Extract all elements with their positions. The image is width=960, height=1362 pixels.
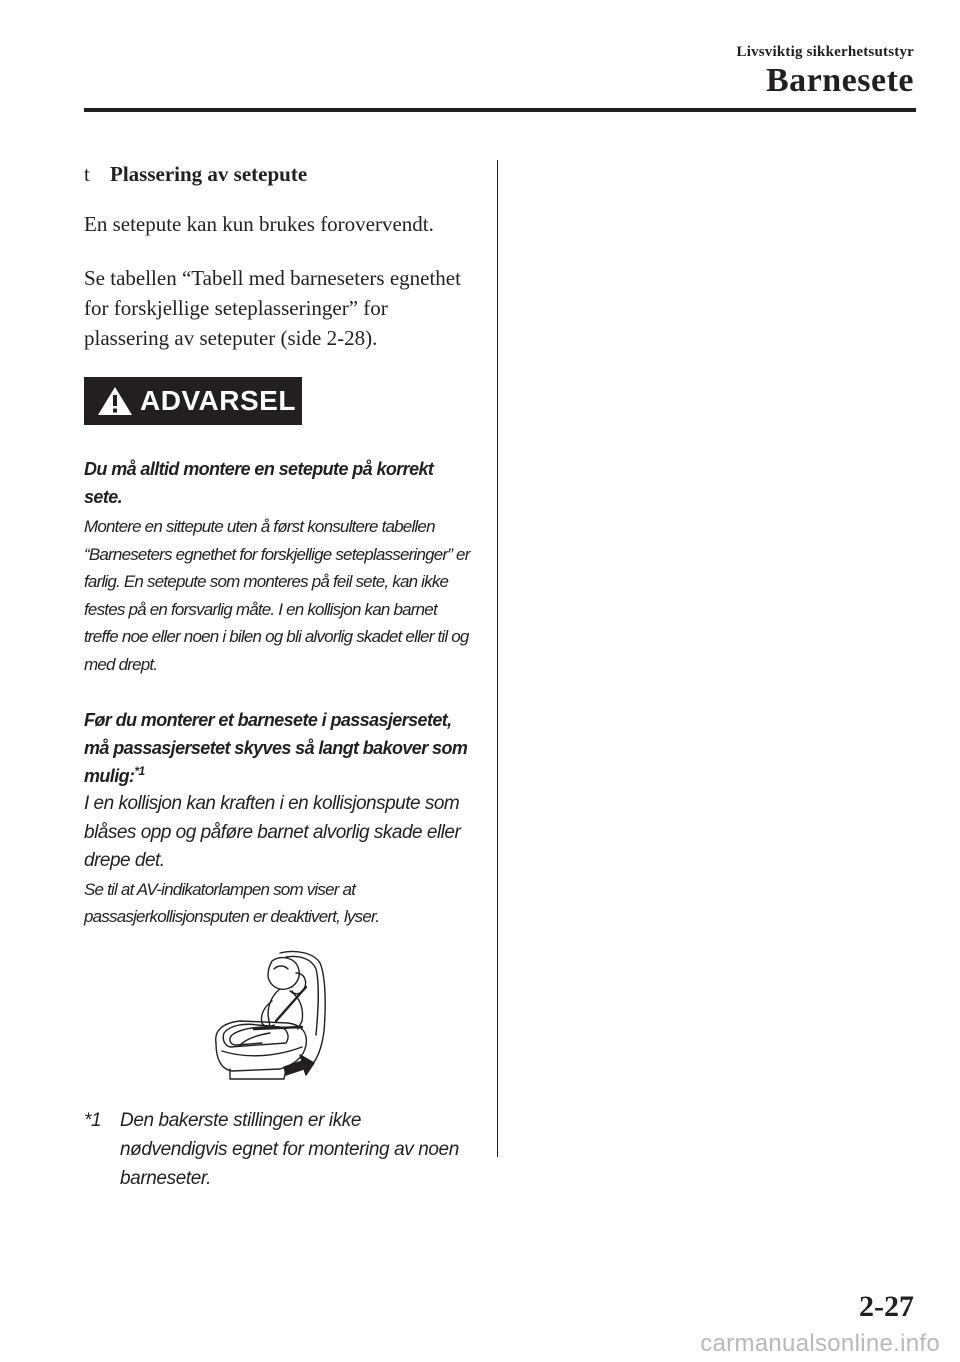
warning-text-1: Montere en sittepute uten å først konsultere tabellen “Barneseters egnethet for forskjellige seteplasseringer” er farlig. En setepute som monteres på feil sete, kan ikke festes på en forsvarlig måte. I en kollisjon kan barnet treffe noe eller noen i bilen og bli alvorlig skadet eller til og med drept. <box>84 517 470 674</box>
section-marker: t <box>84 162 90 186</box>
page-number: 2-27 <box>859 1290 914 1323</box>
body-paragraph-1: En setepute kan kun brukes forovervendt. <box>84 212 434 236</box>
left-column <box>84 160 474 1193</box>
warning-content <box>84 455 474 931</box>
footnote-mark: *1 <box>84 1109 102 1131</box>
section-heading-text: Plassering av setepute <box>110 162 308 186</box>
column-divider <box>497 160 498 1157</box>
warning-banner <box>84 377 302 425</box>
watermark: carmanualsonline.info <box>700 1330 940 1357</box>
footnote <box>84 1106 474 1193</box>
warning-bold-2 <box>84 706 474 790</box>
warning-text-3: Se til at AV-indikatorlampen som viser at passasjerkollisjonsputen er deaktivert, lyser. <box>84 879 380 926</box>
footnote-reference: *1 <box>134 764 145 778</box>
warning-text-2: I en kollisjon kan kraften i en kollisjonspute som blåses opp og påføre barnet alvorlig skade eller drepe det. <box>84 793 461 871</box>
section-heading <box>84 162 474 187</box>
footnote-text: Den bakerste stillingen er ikke nødvendigvis egnet for montering av noen barneseter. <box>120 1109 459 1189</box>
warning-bold-2-text: Før du monterer et barnesete i passasjersetet, må passasjersetet skyves så langt bakover som mulig: <box>84 710 468 786</box>
warning-triangle-icon <box>96 385 134 417</box>
warning-label: ADVARSEL <box>140 385 296 416</box>
running-header-chapter: Livsviktig sikkerhetsutstyr <box>736 44 914 60</box>
warning-bold-1: Du må alltid montere en setepute på korrekt sete. <box>84 459 434 507</box>
child-booster-seat-illustration <box>210 947 340 1087</box>
running-header-title: Barnesete <box>765 62 914 99</box>
body-paragraph-2: Se tabellen “Tabell med barneseters egnethet for forskjellige seteplasseringer” for plassering av seteputer (side 2-28). <box>84 266 461 350</box>
header-rule <box>84 108 916 112</box>
